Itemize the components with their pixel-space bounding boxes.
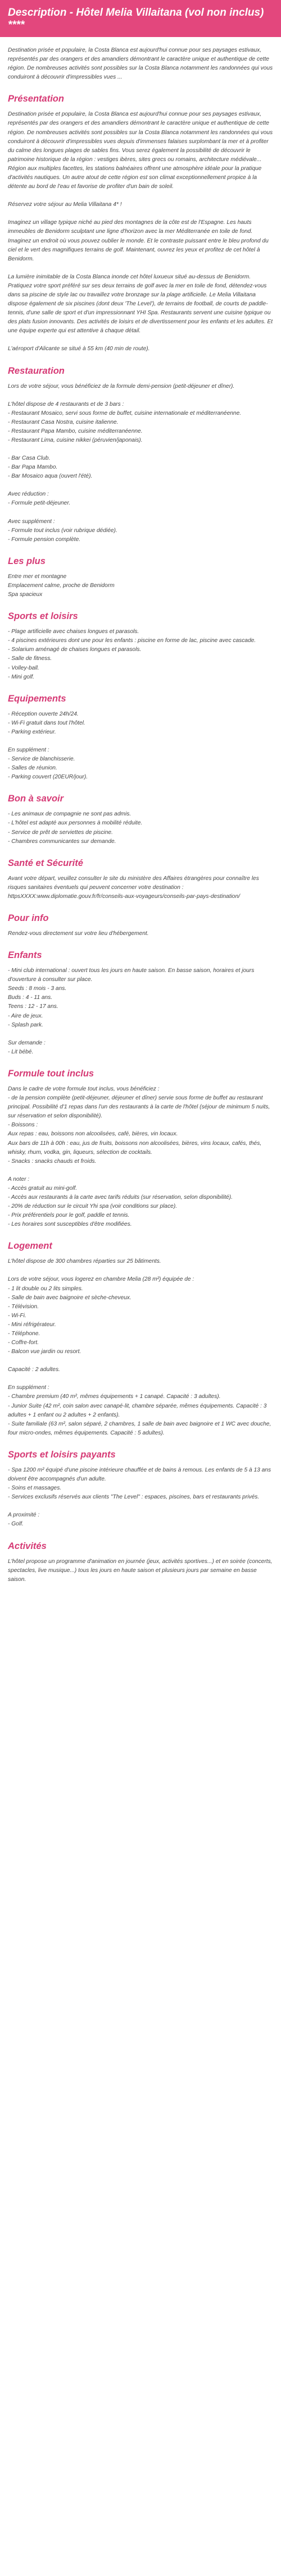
list-item: - Aire de jeux.	[8, 1012, 43, 1019]
list-item: - Solarium aménagé de chaises longues et parasols.	[8, 647, 142, 653]
list-item: - Service de prêt de serviettes de piscine.	[8, 829, 113, 836]
bars-list	[8, 454, 273, 481]
list-item: L'hôtel dispose de 4 restaurants et de 3 bars :	[8, 401, 124, 407]
list-item: - Bar Mosaico aqua (ouvert l'été).	[8, 473, 93, 480]
section-heading-restauration: Restauration	[8, 365, 65, 376]
equipements-list	[8, 710, 273, 737]
list-item: - Chambres communicantes sur demande.	[8, 838, 116, 845]
list-item: - Réception ouverte 24h/24.	[8, 711, 79, 717]
list-item: - Bar Papa Mambo.	[8, 464, 58, 471]
section-heading-info: Pour info	[8, 913, 49, 923]
list-item: - Formule pension complète.	[8, 536, 81, 543]
list-item: Aux repas : eau, boissons non alcoolisées, café, bières, vin locaux.	[8, 1131, 178, 1138]
intro-text: Destination prisée et populaire, la Costa Blanca est aujourd'hui connue pour ses paysages estivaux, représentés par des orangers et des amandiers démontrant le caractère unique et authentique de cette région. De nombreuses activités sont possibles sur la Costa Blanca notamment les randonnées qui vous conduiront à découvrir d'impressibles vues ...	[8, 47, 273, 81]
enfants-demande-list	[8, 1039, 273, 1057]
sports-list	[8, 627, 273, 682]
list-title: A proximité :	[8, 1512, 40, 1519]
section-heading-sports: Sports et loisirs	[8, 611, 78, 622]
content	[0, 46, 281, 1584]
list-item: - Bar Casa Club.	[8, 455, 51, 462]
list-item: - Mini golf.	[8, 673, 34, 680]
list-item: - Les animaux de compagnie ne sont pas admis.	[8, 811, 132, 818]
list-item: - Boissons :	[8, 1122, 38, 1129]
list-item: - Wi-Fi.	[8, 1312, 26, 1319]
list-item: - Plage artificielle avec chaises longues et parasols.	[8, 629, 139, 635]
list-item: Emplacement calme, proche de Benidorm	[8, 582, 115, 589]
savoir-list	[8, 810, 273, 846]
list-item: Spa spacieux	[8, 592, 43, 598]
list-item: - 1 lit double ou 2 lits simples.	[8, 1285, 83, 1292]
list-item: - Lit bébé.	[8, 1048, 34, 1055]
presentation-paragraph-4: La lumière inimitable de la Costa Blanca inonde cet hôtel luxueux situé au-dessus de Benidorm. Pratiquez votre sport préféré sur ses deux terrains de golf avec la mer en toile de fond, détendez-vous dans sa piscine de style lac ou travaillez votre bronzage sur la plage artificielle. Le Melia Villaitana dispose également de six piscines (dont deux 'The Level'), de terrains de football, de courts de paddle-tennis, d'une salle de sport et d'un impressionnant YHI Spa. Restaurants servent une cuisine typique ou des plats fusion innovants. Des activités de loisirs et de divertissement pour les enfants et les adultes. Et une équipe experte qui est attentive à chaque détail.	[8, 273, 273, 334]
enfants-list	[8, 966, 273, 1030]
list-item: - Suite familiale (63 m², salon séparé, 2 chambres, 1 salle de bain avec baignoire et 1 WC avec douche, four micro-ondes, mêmes équipements. Capacité : 5 adultes).	[8, 1420, 271, 1436]
list-title: Avec réduction :	[8, 491, 49, 498]
list-item: - Salles de réunion.	[8, 765, 57, 772]
list-title: A noter :	[8, 1176, 30, 1182]
section-heading-equipements: Equipements	[8, 693, 66, 704]
section-heading-activites: Activités	[8, 1541, 47, 1551]
list-item: - Spa 1200 m² équipé d'une piscine intérieure chauffée et de bains à remous. Les enfants de 5 à 13 ans doivent être accompagnés d'un adulte.	[8, 1466, 271, 1483]
logement-list	[8, 1275, 273, 1356]
list-item: - Soins et massages.	[8, 1485, 62, 1492]
list-item: Entre mer et montagne	[8, 573, 67, 580]
list-item: - Télévision.	[8, 1303, 39, 1310]
list-item: - Service de blanchisserie.	[8, 756, 75, 763]
list-item: - 4 piscines extérieures dont une pour les enfants : piscine en forme de lac, piscine avec cascade.	[8, 638, 256, 644]
plus-list	[8, 572, 273, 599]
section-heading-sante: Santé et Sécurité	[8, 858, 83, 868]
list-item: - Restaurant Mosaico, servi sous forme de buffet, cuisine internationale et méditerranéenne.	[8, 410, 242, 416]
proximite-list	[8, 1511, 273, 1529]
list-item: - Restaurant Casa Nostra, cuisine italienne.	[8, 419, 119, 425]
list-item: - Services exclusifs réservés aux clients "The Level" : espaces, piscines, bars et restaurants privés.	[8, 1494, 260, 1501]
section-heading-presentation: Présentation	[8, 94, 64, 104]
list-item: - Splash park.	[8, 1021, 43, 1028]
list-item: - Mini club international : ouvert tous les jours en haute saison. En basse saison, horaires et jours d'ouverture à consulter sur place.	[8, 968, 255, 983]
list-item: - 20% de réduction sur le circuit Yhi spa (voir conditions sur place).	[8, 1203, 178, 1210]
list-item: - Volley-ball.	[8, 664, 39, 671]
list-item: - Restaurant Lima, cuisine nikkei (péruvien/japonais).	[8, 437, 143, 443]
activites-text: L'hôtel propose un programme d'animation en journée (jeux, activités sportives...) et en soirée (concerts, spectacles, live musique...) tous les jours en haute saison et plusieurs jours par semaine en basse saison.	[8, 1558, 273, 1583]
logement-capacity: Capacité : 2 adultes.	[8, 1367, 60, 1373]
restauration-paragraph-1: Lors de votre séjour, vous bénéficiez de la formule demi-pension (petit-déjeuner et dîner).	[8, 383, 235, 389]
list-item: Aux bars de 11h à 00h : eau, jus de fruits, boissons non alcoolisées, bières, vins locaux, cafés, thés, whisky, rhum, vodka, gin, liqueurs, sélection de cocktails.	[8, 1140, 262, 1156]
list-item: - Accès aux restaurants à la carte avec tarifs réduits (sur réservation, selon disponibilité).	[8, 1194, 233, 1200]
list-item: - Golf.	[8, 1521, 24, 1528]
list-item: - Salle de fitness.	[8, 656, 52, 662]
presentation-paragraph-2: Réservez votre séjour au Melia Villaitana 4* !	[8, 201, 122, 208]
logement-paragraph-1: L'hôtel dispose de 300 chambres réparties sur 25 bâtiments.	[8, 1258, 161, 1265]
section-heading-sports-payants: Sports et loisirs payants	[8, 1449, 116, 1460]
list-item: - Formule tout inclus (voir rubrique dédiée).	[8, 527, 117, 534]
list-item: - Formule petit-déjeuner.	[8, 500, 71, 507]
presentation-paragraph-3: Imaginez un village typique niché au pied des montagnes de la côte est de l'Espagne. Les hauts immeubles de Benidorm sculptant une ligne d'horizon avec la mer Méditerranée en toile de fond. Imaginez un endroit où vous pouvez oublier le monde. Et le contraste puissant entre le bleu profond du ciel et le vert des magnifiques terrains de golf. Maintenant, ouvrez les yeux et profitez de cet hôtel à Benidorm.	[8, 219, 269, 262]
equipements-supplement-list	[8, 746, 273, 782]
list-item: - Chambre premium (40 m², mêmes équipements + 1 canapé. Capacité : 3 adultes).	[8, 1394, 221, 1400]
list-item: - Wi-Fi gratuit dans tout l'hôtel.	[8, 719, 85, 726]
section-heading-plus: Les plus	[8, 556, 46, 566]
section-heading-logement: Logement	[8, 1241, 52, 1252]
restaurants-list	[8, 400, 273, 445]
section-heading-tout-inclus: Formule tout inclus	[8, 1068, 94, 1079]
list-item: - Coffre-fort.	[8, 1340, 39, 1346]
reduction-list	[8, 490, 273, 508]
section-heading-enfants: Enfants	[8, 950, 42, 961]
list-title: Avec supplément :	[8, 518, 55, 525]
section-heading-savoir: Bon à savoir	[8, 794, 64, 804]
logement-supplement-list	[8, 1383, 273, 1438]
list-title: En supplément :	[8, 746, 49, 753]
tout-inclus-notes	[8, 1175, 273, 1230]
presentation-paragraph-5: L'aéroport d'Alicante se situé à 55 km (40 min de route).	[8, 346, 150, 352]
list-item: Buds : 4 - 11 ans.	[8, 994, 53, 1001]
list-item: - Salle de bain avec baignoire et sèche-cheveux.	[8, 1294, 132, 1301]
sports-payants-list	[8, 1466, 273, 1502]
supplement-list	[8, 517, 273, 544]
list-item: - Accès gratuit au mini-golf.	[8, 1185, 78, 1191]
list-item: Teens : 12 - 17 ans.	[8, 1003, 58, 1010]
list-item: - Les horaires sont susceptibles d'être modifiées.	[8, 1221, 132, 1228]
list-item: Dans le cadre de votre formule tout inclus, vous bénéficiez :	[8, 1085, 160, 1092]
list-item: - Prix préférentiels pour le golf, paddle et tennis.	[8, 1212, 130, 1219]
tout-inclus-list	[8, 1085, 273, 1166]
sante-text: Avant votre départ, veuillez consulter le site du ministère des Affaires étrangères pour connaître les risques sanitaires éventuels qui peuvent concerner votre destination : httpsXXXX:www.diplomatie.gouv.fr/fr/conseils-aux-voyageurs/conseils-par-pays-destination/	[8, 875, 259, 900]
list-item: - Junior Suite (42 m², coin salon avec canapé-lit, chambre séparée, mêmes équipements. Capacité : 3 adultes + 1 enfant ou 2 adultes + 2 enfants).	[8, 1402, 267, 1418]
list-item: - Snacks : snacks chauds et froids.	[8, 1158, 97, 1165]
list-item: - Parking extérieur.	[8, 728, 56, 735]
list-item: Seeds : 8 mois - 3 ans.	[8, 986, 67, 992]
list-item: Lors de votre séjour, vous logerez en chambre Melia (28 m²) équipée de :	[8, 1276, 194, 1283]
list-item: - Mini réfrigérateur.	[8, 1321, 56, 1328]
presentation-paragraph-1: Destination prisée et populaire, la Costa Blanca est aujourd'hui connue pour ses paysages estivaux, représentés par des orangers et des amandiers démontrant le caractère unique et authentique de cette région. De nombreuses activités sont possibles sur la Costa Blanca notamment les randonnées qui vous conduiront à découvrir d'impressibles vues depuis d'immenses falaises surplombant la mer et à profiter du calme des longues plages de sables fins. Vous serez également la possibilité de découvrir le patrimoine historique de la région : vestiges ibères, sites grecs ou romains, architecture médiévale... Région aux multiples facettes, les stations balnéaires offrent une atmosphère idéale pour la pratique d'activités nautiques. Un autre atout de cette région est son climat exceptionnellement propice à la détente au bord de l'eau et favorise de profiter d'un bain de soleil.	[8, 111, 273, 190]
list-item: - L'hôtel est adapté aux personnes à mobilité réduite.	[8, 820, 143, 827]
list-item: - Balcon vue jardin ou resort.	[8, 1349, 81, 1355]
list-title: En supplément :	[8, 1385, 49, 1391]
list-item: - de la pension complète (petit-déjeuner, déjeuner et dîner) servie sous forme de buffet au restaurant principal. Possibilité d'1 repas dans l'un des restaurants à la carte de l'hôtel (séjour de minimum 5 nuits, sur réservation et selon disponibilité).	[8, 1095, 270, 1120]
page-title: Description - Hôtel Melia Villaitana (vol non inclus) ****	[0, 0, 281, 37]
info-text: Rendez-vous directement sur votre lieu d'hébergement.	[8, 931, 149, 937]
list-title: Sur demande :	[8, 1039, 46, 1046]
list-item: - Parking couvert (20EUR/jour).	[8, 774, 88, 781]
list-item: - Téléphone.	[8, 1331, 40, 1337]
list-item: - Restaurant Papa Mambo, cuisine méditerranéenne.	[8, 428, 143, 434]
